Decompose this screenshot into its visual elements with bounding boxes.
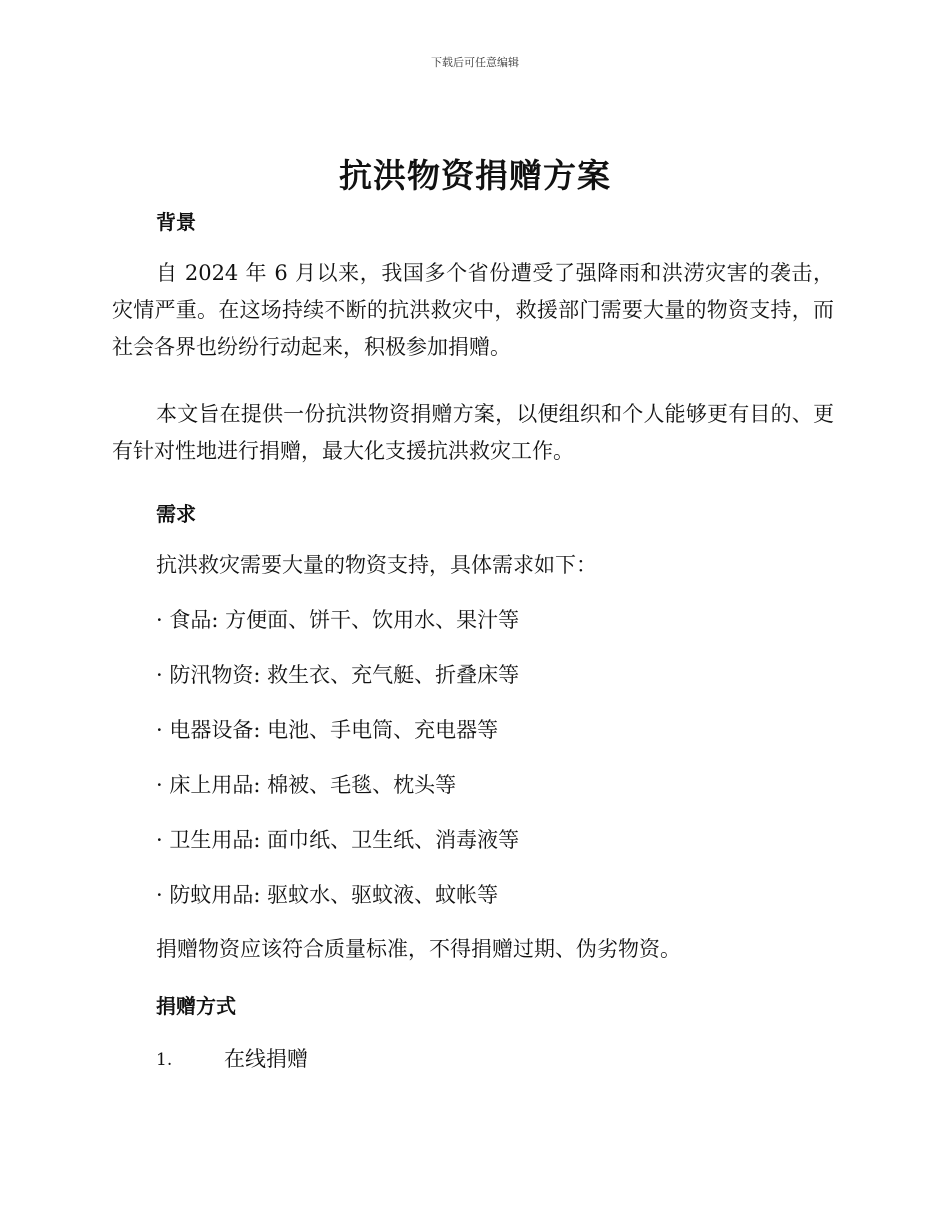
- section-heading-methods: 捐赠方式: [156, 994, 236, 1018]
- document-title: 抗洪物资捐赠方案: [339, 156, 611, 195]
- needs-item-bedding: · 床上用品: 棉被、毛毯、枕头等: [156, 773, 457, 797]
- background-paragraph-2: 本文旨在提供一份抗洪物资捐赠方案，以便组织和个人能够更有目的、更有针对性地进行捐赠，最大化支援抗洪救灾工作。: [112, 402, 834, 463]
- background-paragraph-1: 自 2024 年 6 月以来，我国多个省份遭受了强降雨和洪涝灾害的袭击，灾情严重。在这场持续不断的抗洪救灾中，救援部门需要大量的物资支持，而社会各界也纷纷行动起来，积极参加捐赠。: [112, 261, 834, 359]
- needs-intro: 抗洪救灾需要大量的物资支持，具体需求如下：: [156, 553, 597, 577]
- needs-item-electrical: · 电器设备: 电池、手电筒、充电器等: [156, 718, 499, 742]
- section-heading-needs: 需求: [156, 502, 196, 526]
- needs-item-food: · 食品: 方便面、饼干、饮用水、果汁等: [156, 608, 520, 632]
- needs-item-flood-supplies: · 防汛物资: 救生衣、充气艇、折叠床等: [156, 663, 520, 687]
- page-header: 下载后可任意编辑: [431, 56, 519, 69]
- method-item-number: 1.: [156, 1050, 173, 1070]
- needs-item-mosquito: · 防蚊用品: 驱蚊水、驱蚊液、蚊帐等: [156, 883, 499, 907]
- needs-item-hygiene: · 卫生用品: 面巾纸、卫生纸、消毒液等: [156, 828, 520, 852]
- method-item-online-donation: 在线捐赠: [224, 1047, 308, 1071]
- needs-quality-note: 捐赠物资应该符合质量标准，不得捐赠过期、伪劣物资。: [156, 937, 681, 961]
- section-heading-background: 背景: [156, 210, 196, 234]
